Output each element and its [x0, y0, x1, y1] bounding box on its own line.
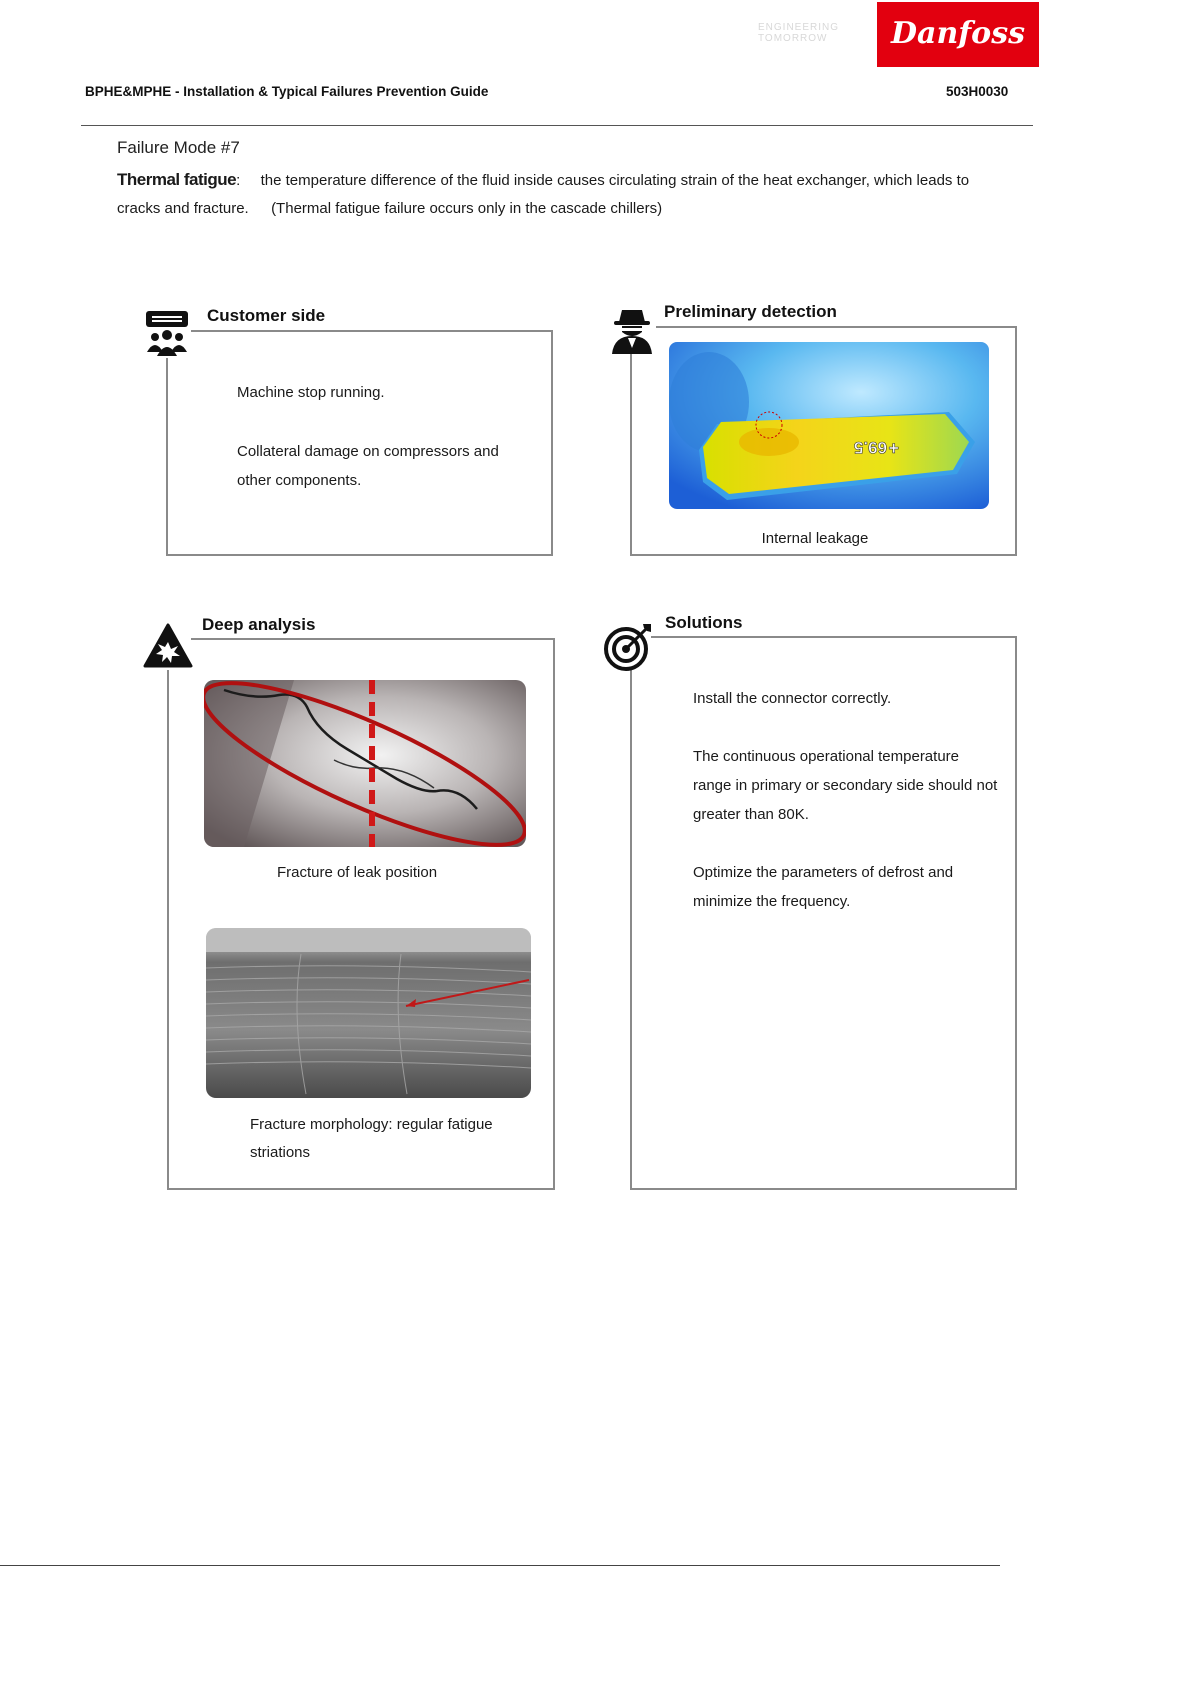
- failure-text-line2b: (Thermal fatigue failure occurs only in the cascade chillers): [271, 200, 663, 217]
- brand-tagline: ENGINEERING TOMORROW: [758, 22, 840, 44]
- failure-text-line1: the temperature difference of the fluid inside causes circulating strain of the heat exchanger, which leads to: [260, 172, 970, 189]
- thermal-image: [669, 342, 989, 509]
- temperature-reading: 69.5: [853, 438, 887, 457]
- failure-term: Thermal fatigue: [117, 170, 237, 189]
- failure-mode-label: Failure Mode #7: [117, 138, 240, 157]
- target-icon: [603, 622, 651, 670]
- header-divider: [81, 125, 1033, 126]
- logo-text: Danfoss: [891, 16, 1025, 51]
- fracture-morphology-caption: Fracture morphology: regular fatigue striations: [250, 1116, 493, 1161]
- solution-item-2: The continuous operational temperature range in primary or secondary side should not greater than 80K.: [693, 748, 998, 823]
- customer-group-icon: [143, 310, 191, 358]
- detective-icon: [608, 306, 656, 354]
- fracture-leak-photo: [204, 680, 526, 847]
- customer-item-2: Collateral damage on compressors and other components.: [237, 443, 499, 489]
- document-title: BPHE&MPHE - Installation & Typical Failures Prevention Guide: [85, 84, 489, 99]
- failure-text-line2a: cracks and fracture.: [117, 200, 249, 217]
- svg-text:+: +: [888, 438, 899, 458]
- solutions-title: Solutions: [665, 613, 743, 632]
- solution-item-3: Optimize the parameters of defrost and minimize the frequency.: [693, 864, 954, 910]
- thermal-caption: Internal leakage: [761, 530, 869, 547]
- deep-analysis-title: Deep analysis: [202, 615, 316, 634]
- customer-item-1: Machine stop running.: [237, 384, 385, 401]
- explosion-warning-icon: [143, 622, 191, 670]
- fracture-morphology-photo: [206, 928, 531, 1098]
- failure-description: [117, 166, 1027, 223]
- fracture-leak-caption: Fracture of leak position: [276, 864, 438, 881]
- footer-divider: [0, 1565, 1000, 1566]
- danfoss-logo: [877, 2, 1039, 67]
- failure-colon: :: [236, 172, 241, 189]
- customer-side-title: Customer side: [207, 306, 326, 325]
- document-number: 503H0030: [946, 84, 1009, 99]
- solution-item-1: Install the connector correctly.: [693, 690, 892, 707]
- preliminary-detection-title: Preliminary detection: [664, 302, 837, 321]
